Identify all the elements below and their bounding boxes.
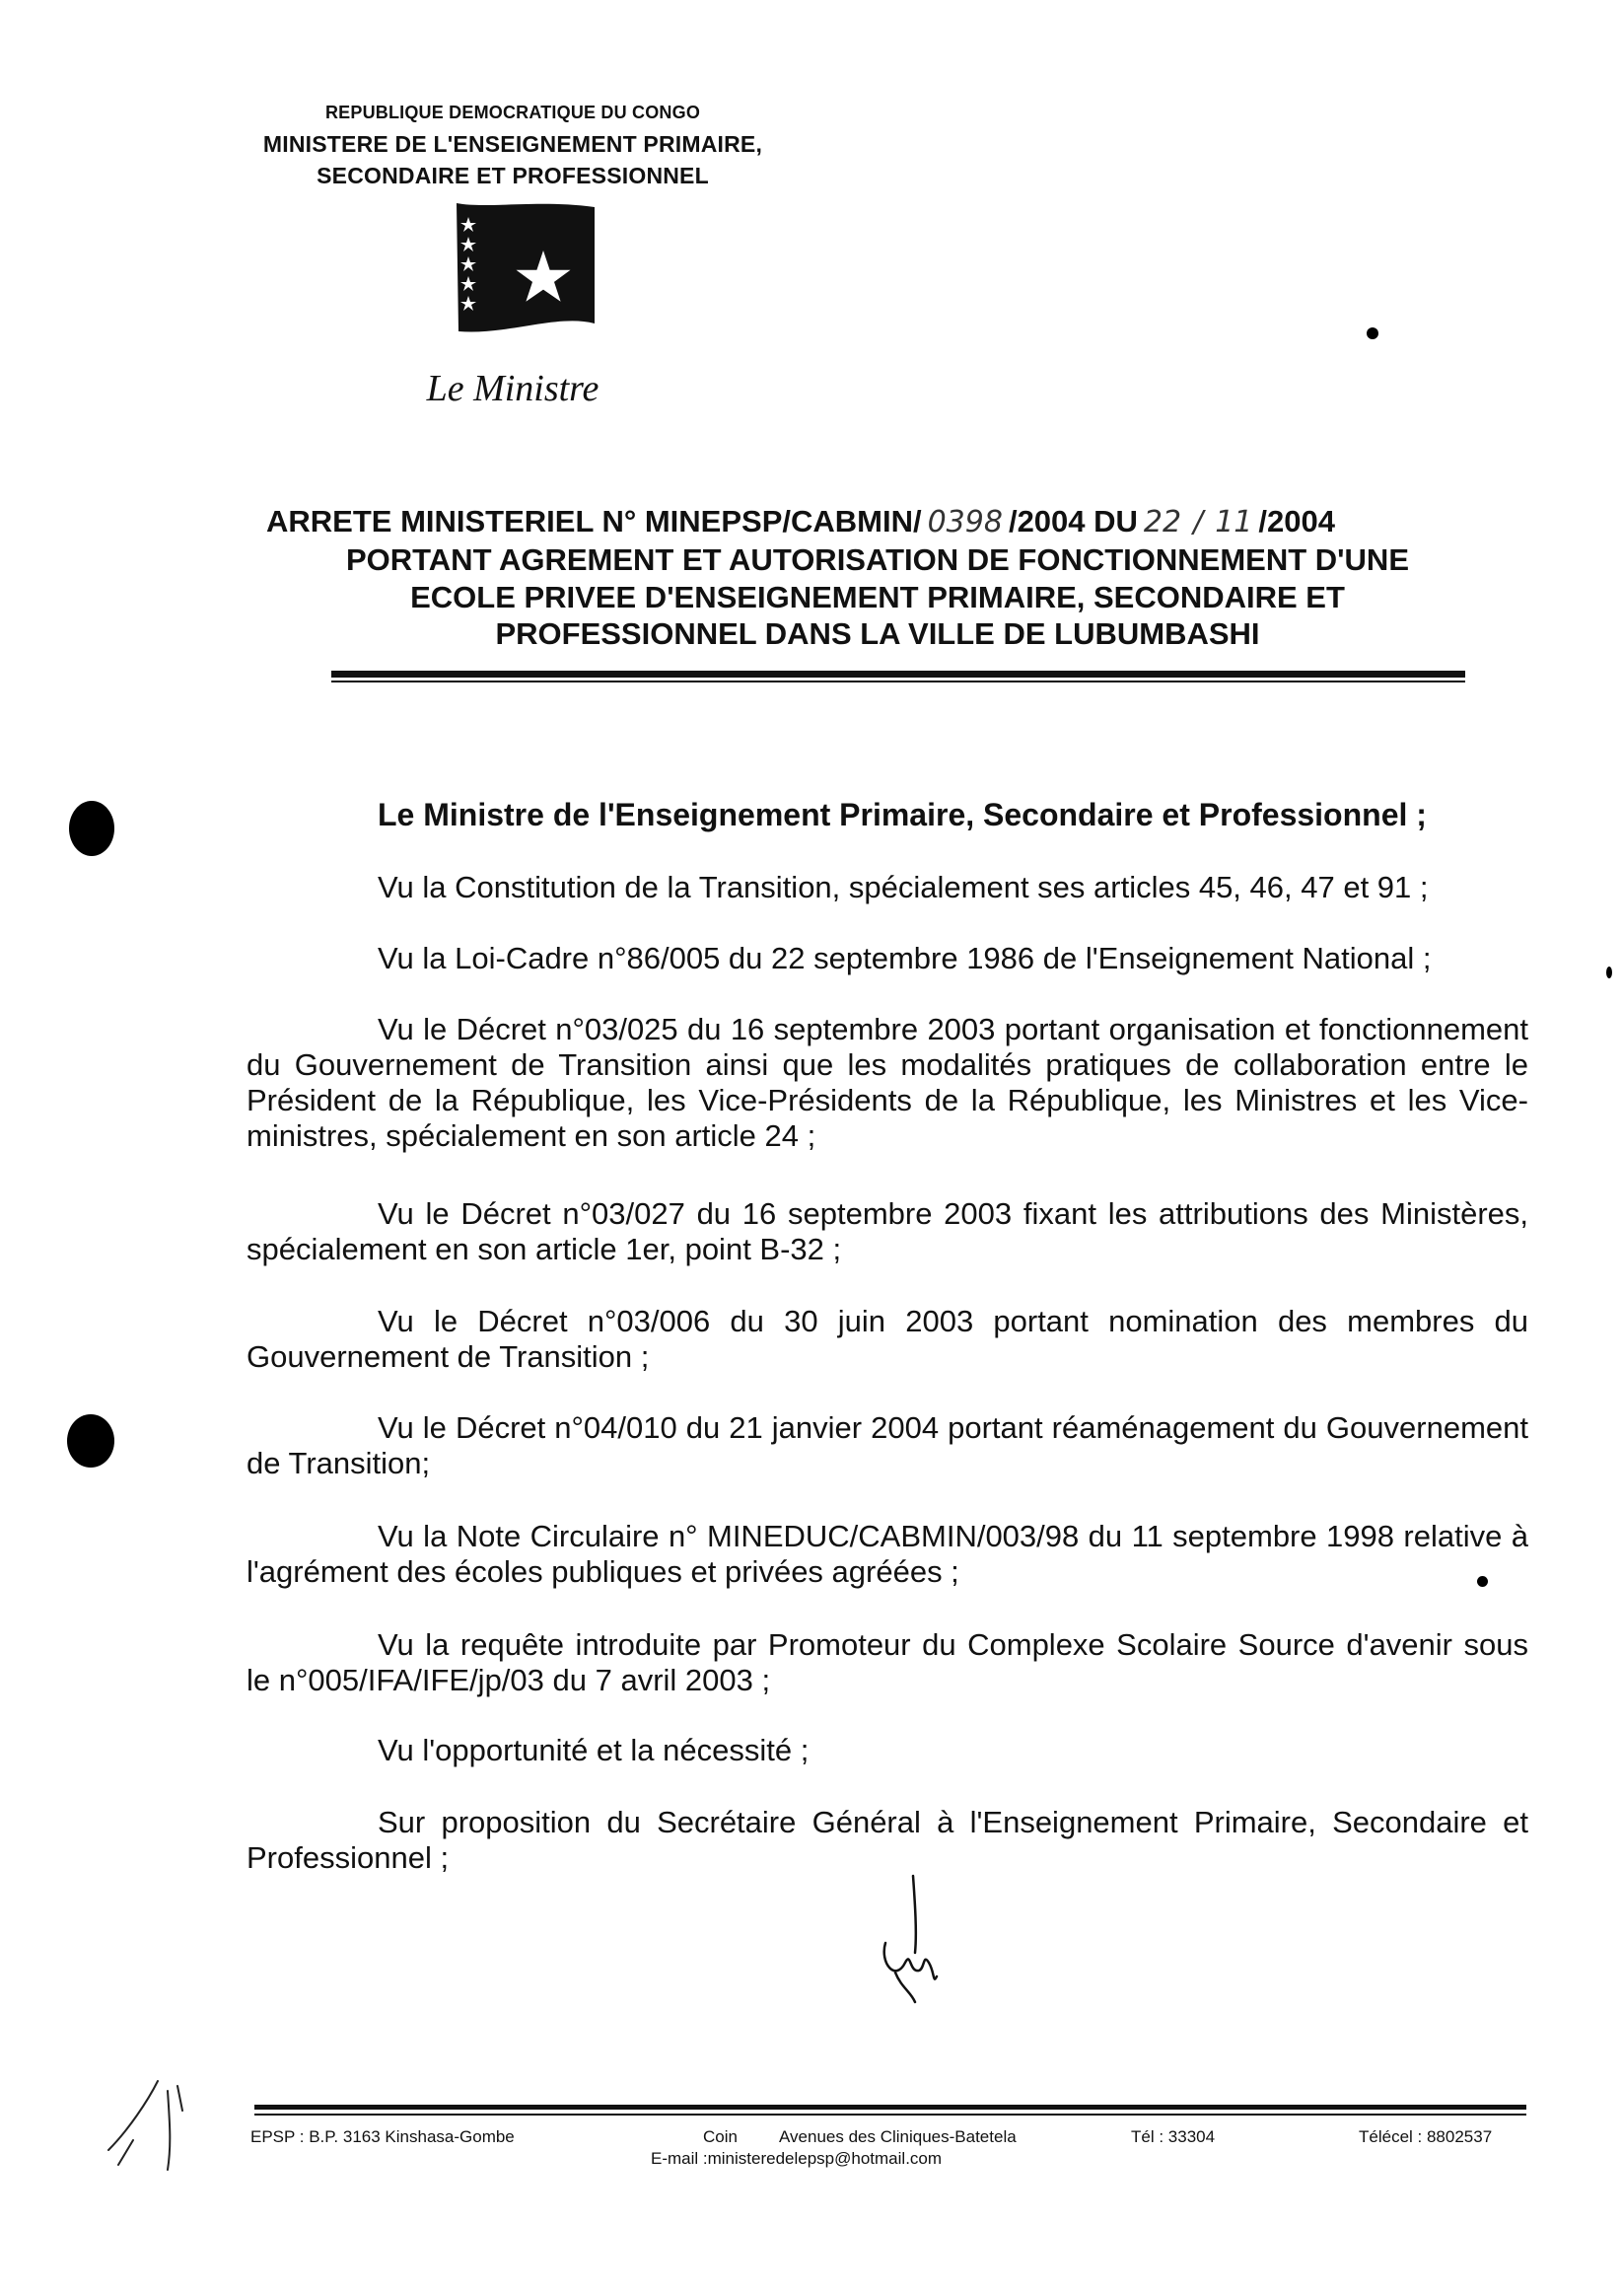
- punch-hole: [67, 1414, 114, 1468]
- decree-month-handwritten: 11: [1215, 505, 1253, 539]
- paragraph-decret-03-027: Vu le Décret n°03/027 du 16 septembre 2003 fixant les attributions des Ministères, spécialement en son article 1er, point B-32 ;: [247, 1196, 1528, 1266]
- paragraph-decret-04-010: Vu le Décret n°04/010 du 21 janvier 2004 portant réaménagement du Gouvernement de Transition;: [247, 1410, 1528, 1480]
- footer-email: E-mail :ministeredelepsp@hotmail.com: [651, 2149, 943, 2168]
- footer-telecel: Télécel : 8802537: [1359, 2127, 1493, 2146]
- paragraph-constitution: Vu la Constitution de la Transition, spécialement ses articles 45, 46, 47 et 91 ;: [378, 870, 1429, 904]
- decree-number-handwritten: 0398: [927, 505, 1003, 539]
- paragraph-note-circulaire: Vu la Note Circulaire n° MINEDUC/CABMIN/003/98 du 11 septembre 1998 relative à l'agrément des écoles publiques et privées agréées ;: [247, 1519, 1528, 1589]
- title-divider-thin: [331, 681, 1465, 682]
- decree-title-line3: ECOLE PRIVEE D'ENSEIGNEMENT PRIMAIRE, SECONDAIRE ET: [410, 580, 1345, 614]
- footer-divider: [254, 2105, 1526, 2110]
- decree-day-handwritten: 22: [1143, 505, 1182, 539]
- paragraph-loi-cadre: Vu la Loi-Cadre n°86/005 du 22 septembre 1986 de l'Enseignement National ;: [378, 941, 1432, 975]
- scan-speck: [1477, 1576, 1488, 1587]
- paragraph-decret-03-006: Vu le Décret n°03/006 du 30 juin 2003 portant nomination des membres du Gouvernement de Transition ;: [247, 1304, 1528, 1374]
- paragraph-decret-03-025: Vu le Décret n°03/025 du 16 septembre 2003 portant organisation et fonctionnement du Gouvernement de Transition ainsi que les modalités pratiques de collaboration entre le Président de la République, les Vice-Présidents de la République, les Ministres et les Vice-ministres, spécialement en son article 24 ;: [247, 1012, 1528, 1153]
- scan-speck: [1367, 327, 1378, 339]
- punch-hole: [69, 801, 114, 856]
- footer-coin: Coin: [703, 2127, 738, 2146]
- paragraph-proposition: Sur proposition du Secrétaire Général à l'Enseignement Primaire, Secondaire et Professionnel ;: [247, 1805, 1528, 1875]
- decree-title-line1: [266, 503, 1509, 541]
- decree-year: /2004: [1258, 504, 1335, 538]
- minister-title: Le Ministre: [426, 368, 599, 409]
- decree-date-separator: /: [1193, 505, 1204, 539]
- footer-avenues: Avenues des Cliniques-Batetela: [779, 2127, 1017, 2146]
- footer-phone: Tél : 33304: [1131, 2127, 1216, 2146]
- handwritten-initials-icon: [866, 1874, 954, 2012]
- scan-speck: [1606, 967, 1612, 978]
- header-ministry: MINISTERE DE L'ENSEIGNEMENT PRIMAIRE,: [262, 131, 763, 157]
- decree-prefix: ARRETE MINISTERIEL N° MINEPSP/CABMIN/: [266, 504, 922, 538]
- paragraph-opportunite: Vu l'opportunité et la nécessité ;: [378, 1733, 810, 1767]
- decree-title-line4: PROFESSIONNEL DANS LA VILLE DE LUBUMBASHI: [495, 616, 1260, 651]
- decree-middle: /2004 DU: [1008, 504, 1138, 538]
- decree-title-line2: PORTANT AGREMENT ET AUTORISATION DE FONCTIONNEMENT D'UNE: [345, 542, 1409, 577]
- header-country: REPUBLIQUE DEMOCRATIQUE DU CONGO: [324, 103, 701, 122]
- paragraph-requete: Vu la requête introduite par Promoteur du Complexe Scolaire Source d'avenir sous le n°005/IFA/IFE/jp/03 du 7 avril 2003 ;: [247, 1627, 1528, 1697]
- footer-address: EPSP : B.P. 3163 Kinshasa-Gombe: [250, 2127, 515, 2146]
- margin-scribble-icon: [99, 2071, 207, 2180]
- footer-divider-thin: [254, 2114, 1526, 2116]
- header-ministry-cont: SECONDAIRE ET PROFESSIONNEL: [317, 163, 709, 188]
- title-divider: [331, 671, 1465, 678]
- flag-with-star-icon: [449, 197, 606, 345]
- opening-statement: Le Ministre de l'Enseignement Primaire, Secondaire et Professionnel ;: [378, 797, 1427, 832]
